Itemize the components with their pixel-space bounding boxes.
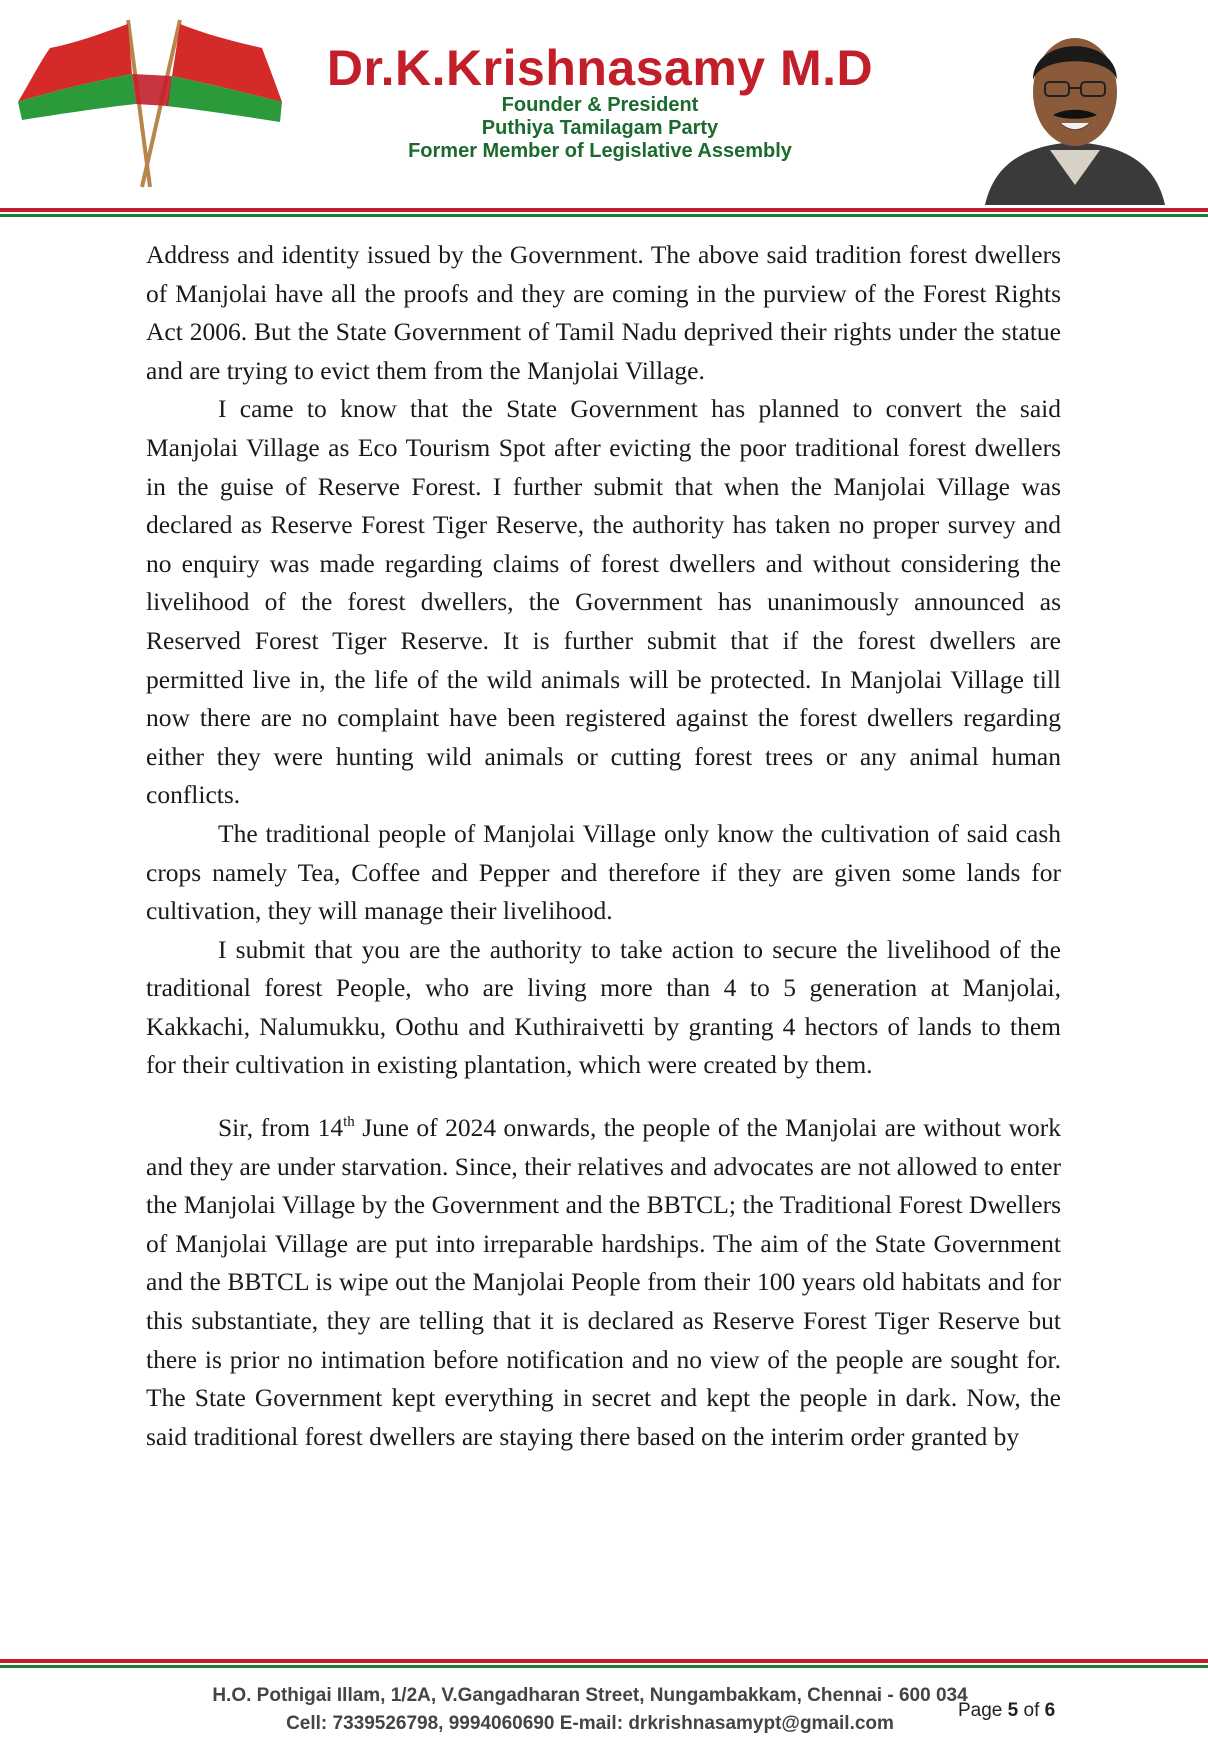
footer-address: H.O. Pothigai Illam, 1/2A, V.Gangadharan Street, Nungambakkam, Chennai - 600 034	[212, 1685, 968, 1706]
letter-body	[146, 236, 1061, 1456]
role-line: Founder & President	[501, 94, 699, 116]
footer-phone-email: Cell: 7339526798, 9994060690 E-mail: drkrishnasamypt@gmail.com	[286, 1713, 894, 1734]
footer-contact	[140, 1682, 1040, 1738]
page-current: 5	[1007, 1700, 1019, 1721]
role-line: Puthiya Tamilagam Party	[481, 117, 719, 139]
page-label: Page	[958, 1700, 1003, 1721]
ordinal-suffix: th	[343, 1114, 355, 1131]
paragraph-rest: June of 2024 onwards, the people of the Manjolai are without work and they are under starvation. Since, their relatives and advocates are not allowed to enter the Manjolai Village by the Government and the BBTCL; the Traditional Forest Dwellers of Manjolai Village are put into irreparable hardships. The aim of the State Government and the BBTCL is wipe out the Manjolai People from their 100 years old habitats and for this substantiate, they are telling that it is declared as Reserve Forest Tiger Reserve but there is prior no intimation before notification and no view of the people are sought for. The State Government kept everything in secret and kept the people in dark. Now, the said traditional forest dwellers are staying there based on the interim order granted by	[146, 1113, 1061, 1451]
letterhead	[0, 0, 1208, 210]
paragraph: The traditional people of Manjolai Village only know the cultivation of said cash crops namely Tea, Coffee and Pepper and therefore if they are given some lands for cultivation, they will manage their livelihood.	[146, 818, 1061, 926]
footer-divider	[0, 1659, 1208, 1668]
paragraph: Address and identity issued by the Government. The above said tradition forest dwellers of Manjolai have all the proofs and they are coming in the purview of the Forest Rights Act 2006. But the State Government of Tamil Nadu deprived their rights under the statue and are trying to evict them from the Manjolai Village.	[146, 240, 1061, 385]
paragraph: I submit that you are the authority to take action to secure the livelihood of the traditional forest People, who are living more than 4 to 5 generation at Manjolai, Kakkachi, Nalumukku, Oothu and Kuthiraivetti by granting 4 hectors of lands to them for their cultivation in existing plantation, which were created by them.	[146, 934, 1061, 1080]
page-total: 6	[1044, 1700, 1056, 1721]
role-line: Former Member of Legislative Assembly	[408, 140, 792, 162]
paragraph-lead: Sir, from 14	[218, 1113, 344, 1143]
page-number	[958, 1700, 1055, 1722]
paragraph	[146, 1109, 1061, 1456]
page-of: of	[1023, 1700, 1040, 1721]
letterhead-name: Dr.K.Krishnasamy M.D	[326, 40, 874, 96]
paragraph: I came to know that the State Government has planned to convert the said Manjolai Village as Eco Tourism Spot after evicting the poor traditional forest dwellers in the guise of Reserve Forest. I further submit that when the Manjolai Village was declared as Reserve Forest Tiger Reserve, the authority has taken no proper survey and no enquiry was made regarding claims of forest dwellers and without considering the livelihood of the forest dwellers, the Government has unanimously announced as Reserved Forest Tiger Reserve. It is further submit that if the forest dwellers are permitted live in, the life of the wild animals will be protected. In Manjolai Village till now there are no complaint have been registered against the forest dwellers regarding either they were hunting wild animals or cutting forest trees or any animal human conflicts.	[146, 394, 1061, 810]
letterhead-roles	[300, 94, 900, 163]
header-divider	[0, 208, 1208, 217]
founder-portrait	[975, 10, 1175, 205]
party-flags-logo	[10, 12, 290, 192]
